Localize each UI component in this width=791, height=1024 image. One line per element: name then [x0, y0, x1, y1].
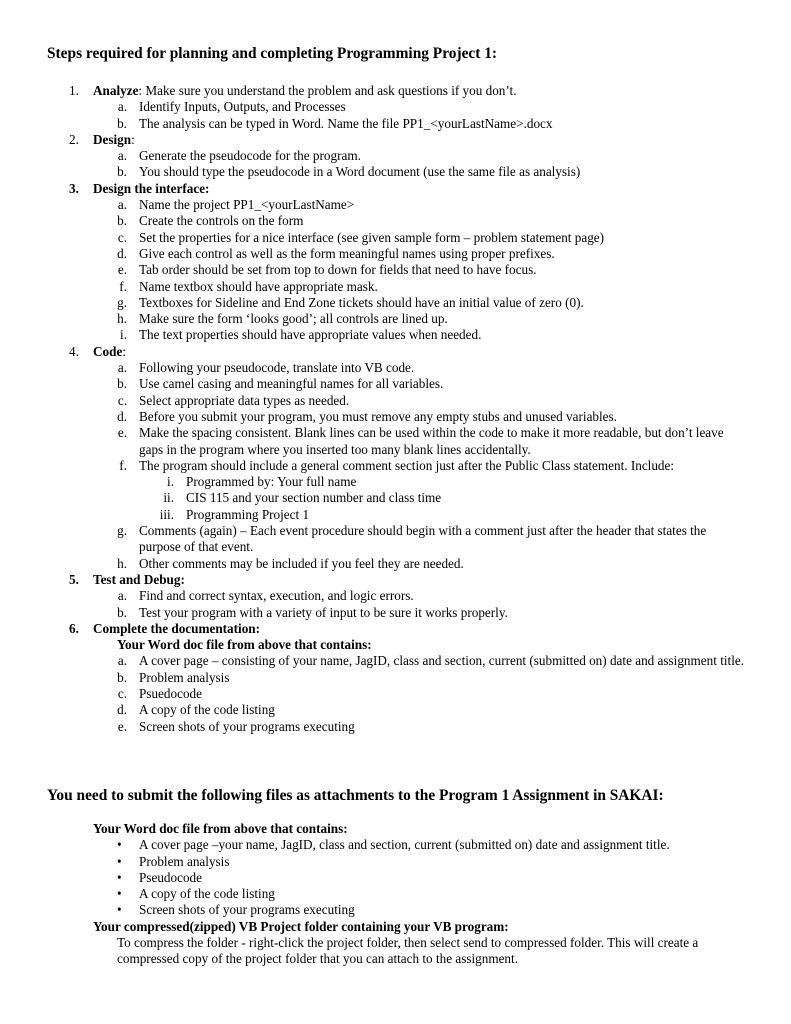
step-documentation: [0, 621, 791, 735]
step-analyze: [0, 83, 791, 132]
list-item: e. Screen shots of your programs executing: [117, 718, 355, 734]
list-item: b. You should type the pseudocode in a Word document (use the same file as analysis): [117, 164, 581, 180]
step-suffix: : Make sure you understand the problem and ask questions if you don’t.: [138, 83, 517, 98]
list-item: b. Test your program with a variety of input to be sure it works properly.: [117, 604, 508, 620]
list-item: b. Create the controls on the form: [117, 213, 304, 229]
step-design-interface: [0, 181, 791, 344]
list-item: e. Make the spacing consistent. Blank lines can be used within the code to make it more readable, but don’t leave gaps in the program where you inserted too many blank lines accidentally.: [117, 425, 724, 457]
list-item: f. The program should include a general comment section just after the Public Class statement. Include:: [119, 457, 675, 473]
step-title: Design the interface:: [93, 180, 210, 196]
step-suffix: :: [122, 343, 126, 359]
nested-list-item: ii. CIS 115 and your section number and class time: [163, 490, 442, 506]
bullet-item: • Problem analysis: [117, 853, 230, 869]
list-item: h. Make sure the form ‘looks good’; all controls are lined up.: [117, 311, 448, 327]
step-number: 4.: [69, 343, 79, 359]
step-title: Design: [93, 131, 132, 147]
list-item: d. Give each control as well as the form meaningful names using proper prefixes.: [117, 245, 555, 261]
step-number: 1.: [69, 83, 79, 98]
list-item: g. Comments (again) – Each event procedure should begin with a comment just after the header that states the purpose of that event.: [117, 523, 707, 555]
list-item: c. Select appropriate data types as needed.: [117, 392, 350, 408]
list-item: a. Generate the pseudocode for the program.: [117, 148, 361, 164]
list-item: i. The text properties should have appropriate values when needed.: [120, 327, 482, 343]
list-item: a. A cover page – consisting of your name, JagID, class and section, current (submitted on) date and assignment title.: [117, 653, 745, 669]
list-item: a. Name the project PP1_<yourLastName>: [117, 197, 355, 213]
list-item: f. Name textbox should have appropriate mask.: [119, 278, 378, 294]
list-item: b. Use camel casing and meaningful names for all variables.: [117, 376, 444, 392]
step-number: 6.: [69, 620, 79, 636]
list-item: h. Other comments may be included if you feel they are needed.: [117, 555, 464, 571]
bullet-icon: •: [117, 837, 122, 853]
list-item: b. Problem analysis: [117, 669, 230, 685]
step-title: Code: [93, 343, 123, 359]
step-code: [0, 344, 791, 572]
bullet-item: • Pseudocode: [117, 869, 202, 885]
step-number: 5.: [69, 571, 79, 587]
list-item: e. Tab order should be set from top to down for fields that need to have focus.: [117, 262, 537, 278]
step-suffix: :: [131, 131, 135, 147]
step-title: Test and Debug:: [93, 571, 185, 587]
list-item: d. A copy of the code listing: [117, 702, 275, 718]
zip-heading: Your compressed(zipped) VB Project folder containing your VB program:: [93, 918, 509, 934]
list-item: b. The analysis can be typed in Word. Name the file PP1_<yourLastName>.docx: [117, 115, 553, 131]
zip-instructions: To compress the folder - right-click the project folder, then select send to compressed folder. This will create a compressed copy of the project folder that you can attach to the assignment.: [117, 935, 699, 967]
step-number: 2.: [69, 131, 79, 147]
page-title: Steps required for planning and completing Programming Project 1:: [47, 45, 498, 62]
step-test-debug: [0, 572, 791, 621]
bullet-icon: •: [117, 886, 122, 902]
steps-list: [0, 83, 791, 735]
list-item: d. Before you submit your program, you must remove any empty stubs and unused variables.: [117, 408, 617, 424]
step-design: [0, 132, 791, 181]
documentation-heading: Your Word doc file from above that contains:: [117, 637, 372, 653]
list-item: c. Psuedocode: [117, 685, 202, 701]
bullet-item: • Screen shots of your programs executing: [117, 902, 355, 918]
step-number: 3.: [69, 180, 79, 196]
list-item: a. Identify Inputs, Outputs, and Processes: [117, 99, 346, 115]
nested-list-item: i. Programmed by: Your full name: [167, 474, 357, 490]
list-item: a. Find and correct syntax, execution, and logic errors.: [117, 588, 414, 604]
step-title: Complete the documentation:: [93, 620, 261, 636]
list-item: a. Following your pseudocode, translate into VB code.: [117, 360, 415, 376]
list-item: c. Set the properties for a nice interface (see given sample form – problem statement page): [117, 229, 605, 245]
submit-section: [0, 821, 791, 968]
list-item: g. Textboxes for Sideline and End Zone tickets should have an initial value of zero (0).: [117, 294, 584, 310]
bullet-item: • A copy of the code listing: [117, 886, 275, 902]
bullet-item: • A cover page –your name, JagID, class and section, current (submitted on) date and assignment title.: [117, 837, 670, 853]
bullet-icon: •: [117, 869, 122, 885]
submit-title: You need to submit the following files as attachments to the Program 1 Assignment in SAKAI:: [47, 787, 664, 804]
nested-list-item: iii. Programming Project 1: [159, 506, 310, 522]
bullet-icon: •: [117, 853, 122, 869]
bullet-icon: •: [117, 902, 122, 918]
word-doc-heading: Your Word doc file from above that contains:: [93, 821, 348, 836]
step-title: Analyze: [93, 83, 139, 98]
